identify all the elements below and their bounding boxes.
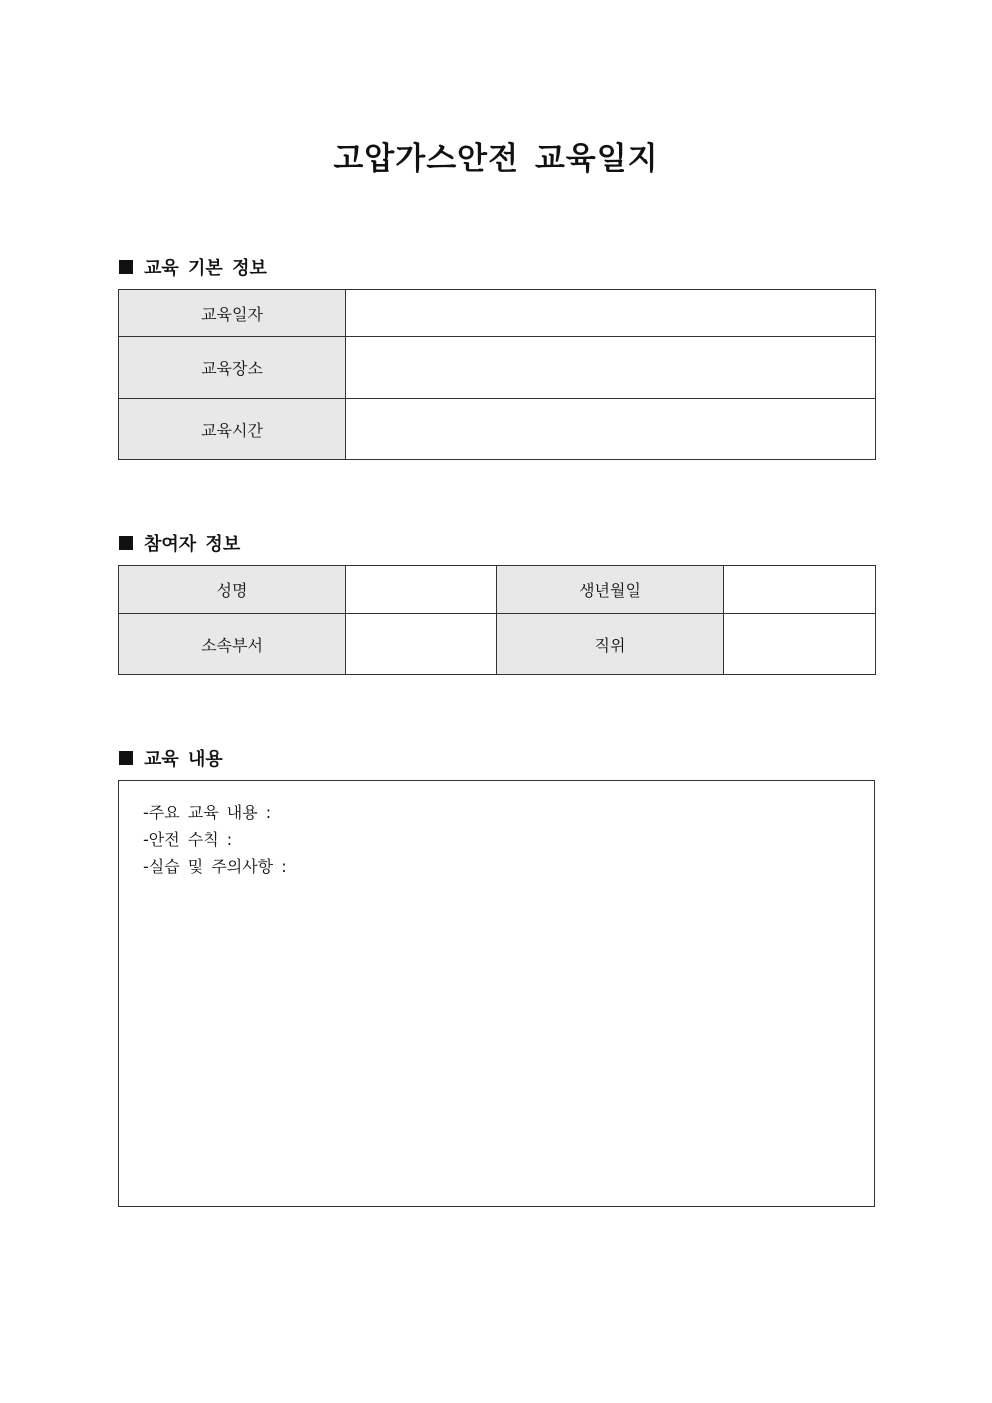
birthdate-field[interactable] (724, 566, 876, 614)
page-title: 고압가스안전 교육일지 (333, 141, 659, 177)
position-label: 직위 (497, 614, 724, 675)
education-place-label: 교육장소 (119, 337, 346, 399)
education-time-label: 교육시간 (119, 399, 346, 460)
square-bullet-icon (119, 751, 133, 765)
table-row (119, 614, 876, 675)
content-lines (143, 799, 287, 880)
section-heading-content (119, 745, 223, 771)
basic-info-table (118, 289, 876, 460)
birthdate-label: 생년월일 (497, 566, 724, 614)
education-date-field[interactable] (346, 290, 876, 337)
square-bullet-icon (119, 536, 133, 550)
section-heading-participant-info (119, 530, 240, 556)
education-time-field[interactable] (346, 399, 876, 460)
square-bullet-icon (119, 260, 133, 274)
table-row (119, 337, 876, 399)
education-content-box[interactable] (118, 780, 875, 1207)
name-field[interactable] (346, 566, 497, 614)
department-label: 소속부서 (119, 614, 346, 675)
section-heading-basic-info (119, 254, 267, 280)
table-row (119, 566, 876, 614)
education-place-field[interactable] (346, 337, 876, 399)
practice-notes-line: -실습 및 주의사항 : (143, 857, 287, 876)
section-heading-label: 교육 기본 정보 (144, 258, 267, 279)
safety-rules-line: -안전 수칙 : (143, 830, 233, 849)
section-heading-label: 참여자 정보 (144, 534, 241, 555)
section-heading-label: 교육 내용 (144, 749, 223, 770)
main-content-line: -주요 교육 내용 : (143, 803, 272, 822)
table-row (119, 399, 876, 460)
education-date-label: 교육일자 (119, 290, 346, 337)
participant-info-table (118, 565, 876, 675)
department-field[interactable] (346, 614, 497, 675)
position-field[interactable] (724, 614, 876, 675)
table-row (119, 290, 876, 337)
name-label: 성명 (119, 566, 346, 614)
